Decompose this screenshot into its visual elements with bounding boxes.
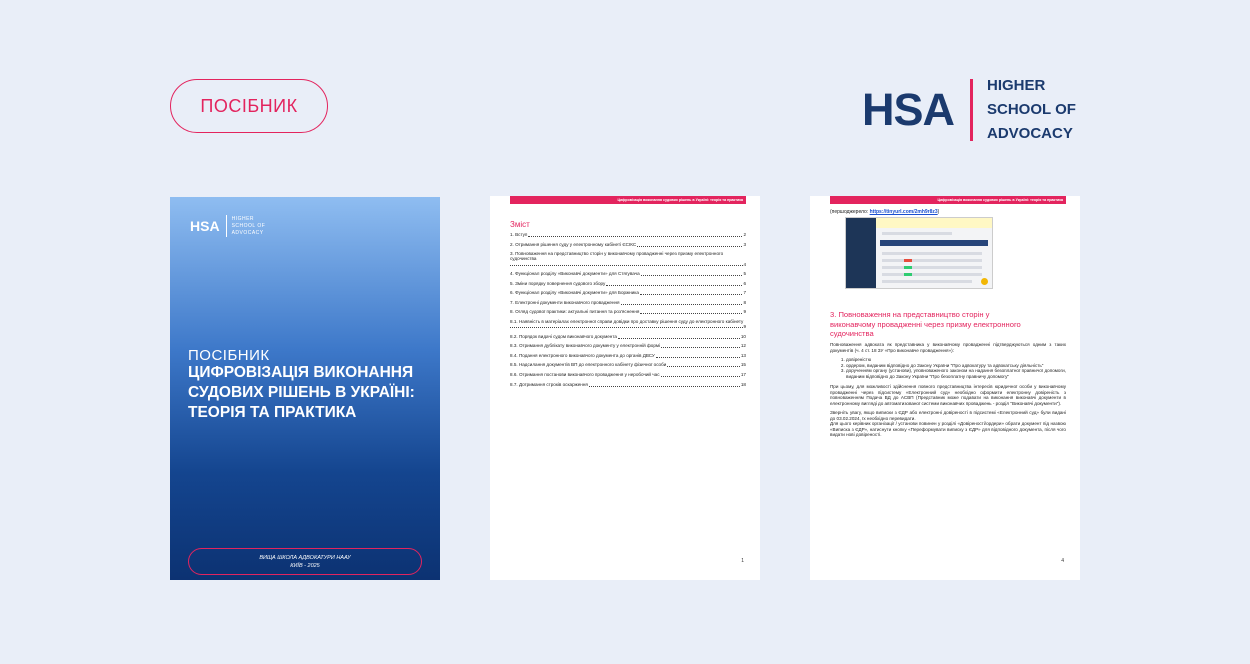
- toc-item-page: 8: [743, 299, 746, 305]
- paragraph: Зверніть увагу, якщо виписки з ЄДР або електронні довіреності в підсистемі «Електронний суд» були видані до 03.02.2024, їх необхідно перевидати.: [830, 410, 1066, 421]
- toc-dots: [589, 380, 740, 387]
- toc-item-page: 2: [743, 232, 746, 237]
- toc-dots: [528, 230, 742, 237]
- cover-footer: [188, 548, 422, 575]
- logo-line-2: SCHOOL OF: [987, 101, 1076, 118]
- toc-item-label: 8. Огляд судової практики: актуальні питання та роз'яснення: [510, 309, 640, 315]
- logo-text: [987, 74, 1076, 146]
- toc-item[interactable]: [510, 307, 746, 317]
- toc-dots: [641, 269, 743, 276]
- toc-item-label: 8.5. Надсилання документів ВП до електронного кабінету фізичної особи: [510, 362, 667, 368]
- toc-list: [510, 230, 746, 389]
- page-header: Цифровізація виконання судових рішень в Україні: теорія та практика: [510, 196, 746, 204]
- toc-item-page: 3: [743, 241, 746, 247]
- toc-item-page: 18: [740, 381, 746, 387]
- toc-dots: [606, 279, 742, 286]
- cover-logo-divider: [226, 215, 227, 237]
- toc-item-label: 8.3. Отримання дублікату виконавчого документу у електронній формі: [510, 343, 661, 349]
- toc-item[interactable]: [510, 370, 746, 380]
- cover-logo: [190, 215, 265, 237]
- toc-item[interactable]: [510, 360, 746, 370]
- manual-badge-label: ПОСІБНИК: [200, 95, 298, 116]
- cover-kind: ПОСІБНИК: [188, 347, 270, 364]
- toc-item-label: 8.4. Подання електронного виконавчого документа до органів ДВСУ: [510, 352, 655, 358]
- page-number: 4: [1061, 558, 1064, 564]
- toc-title: Зміст: [510, 220, 530, 229]
- toc-item-label: 8.7. Дотримання строків оскарження: [510, 381, 588, 387]
- section-title: 3. Повноваження на представництво сторін у виконавчому провадженні через призму електронного судочинства: [830, 310, 1021, 339]
- toc-item-page: 7: [743, 290, 746, 296]
- toc-item[interactable]: [510, 251, 746, 267]
- toc-item[interactable]: [510, 230, 746, 240]
- toc-item-page: 15: [740, 362, 746, 368]
- toc-item-page: 13: [740, 352, 746, 358]
- cover-logo-line-1: HIGHER: [231, 215, 255, 222]
- toc-item-label: 8.1. Наявність в матеріалах електронної справи довідки про доставку рішення суду до електронного кабінету: [510, 319, 744, 325]
- toc-item-label: 7. Електронні документи виконавчого провадження: [510, 299, 620, 305]
- toc-item-label: 8.6. Отримання постанови виконавчого провадження у неробочий час: [510, 372, 660, 378]
- toc-page: [490, 196, 760, 580]
- screenshot-status-tag: [904, 273, 912, 276]
- screenshot-status-tag: [904, 259, 912, 262]
- cover-logo-line-2: SCHOOL OF: [231, 222, 266, 229]
- intro-paragraph: Повноваження адвоката як представника у виконавчому провадженні підтверджуються одним з таких документів (ч. 4 ст. 18 ЗУ «Про виконавче провадження»):: [830, 342, 1066, 353]
- page-header: Цифровізація виконання судових рішень в Україні: теорія та практика: [830, 196, 1066, 204]
- logo-mark: HSA: [862, 84, 955, 135]
- toc-item[interactable]: [510, 240, 746, 250]
- source-prefix: (першоджерело:: [830, 209, 869, 215]
- toc-dots: [510, 262, 743, 266]
- cabinet-screenshot: [845, 217, 993, 289]
- screenshot-cursor-icon: [981, 278, 988, 285]
- manual-badge: [170, 79, 328, 133]
- toc-dots: [656, 351, 740, 358]
- toc-item-page: 17: [740, 372, 746, 378]
- toc-item-label: 2. Отримання рішення суду у електронному кабінеті ЄСІКС: [510, 241, 637, 247]
- toc-dots: [510, 324, 743, 328]
- screenshot-row: [882, 280, 972, 283]
- toc-item-label: 4. Функціонал розділу «Виконавчі документи» для Стягувача: [510, 271, 640, 277]
- toc-item[interactable]: [510, 341, 746, 351]
- screenshot-sidebar: [846, 218, 876, 288]
- toc-item-page: 5: [743, 271, 746, 277]
- logo-divider: [970, 79, 973, 141]
- page-number: 1: [741, 558, 744, 564]
- toc-item-page: 9: [743, 324, 746, 330]
- cover-logo-text: [232, 216, 266, 237]
- list-item: 3. дорученням органу (установи), уповноваженого законом на надання безоплатної правничої допомоги, виданим відповідно до Закону України "Про безоплатну правничу допомогу": [846, 368, 1066, 379]
- toc-dots: [640, 288, 743, 295]
- section-body: [830, 342, 1066, 442]
- toc-item-page: 12: [740, 343, 746, 349]
- list-item: 1. довіреністю: [846, 357, 1066, 363]
- toc-dots: [637, 240, 742, 247]
- toc-item-page: 6: [743, 280, 746, 286]
- toc-dots: [667, 360, 740, 367]
- toc-item-label: 5. Зміни порядку повернення судового збору: [510, 280, 606, 286]
- toc-item-label: 8.2. Порядок видачі судом виконавчого документа: [510, 333, 617, 339]
- toc-item[interactable]: [510, 279, 746, 289]
- toc-dots: [661, 370, 740, 377]
- toc-item-label: 1. Вступ: [510, 232, 528, 237]
- logo-line-1: HIGHER: [987, 77, 1046, 94]
- cover-title: ЦИФРОВІЗАЦІЯ ВИКОНАННЯ СУДОВИХ РІШЕНЬ В УКРАЇНІ: ТЕОРІЯ ТА ПРАКТИКА: [188, 364, 415, 421]
- toc-item-page: 10: [740, 333, 746, 339]
- screenshot-row: [882, 259, 982, 262]
- screenshot-status-tag: [904, 266, 912, 269]
- cover-page: [170, 197, 440, 580]
- toc-item[interactable]: [510, 319, 746, 330]
- paragraph: При цьому, для можливості здійснення повного представництва інтересів юридичної особи у виконавчому провадженні через підсистему «Електронний суд» необхідно оформити електронну довіреність з повноваженням Подача ВД до АСВП (Представник може подавати на виконання виконавчі документи в електронному вигляді до автоматизованої системи виконавчих проваджень - розділ "Виконавчі документи").: [830, 384, 1066, 406]
- source-line: [830, 209, 939, 215]
- toc-item[interactable]: [510, 269, 746, 279]
- screenshot-notice: [876, 218, 992, 228]
- toc-dots: [621, 298, 743, 305]
- toc-item-page: 4: [743, 261, 746, 267]
- toc-item[interactable]: [510, 288, 746, 298]
- list-item: 2. ордером, виданим відповідно до Закону України "Про адвокатуру та адвокатську діяльність": [846, 363, 1066, 369]
- toc-item[interactable]: [510, 380, 746, 390]
- cover-footer-line-2: КИЇВ - 2025: [290, 563, 320, 569]
- logo-line-3: ADVOCACY: [987, 125, 1073, 142]
- screenshot-row: [882, 252, 982, 255]
- source-link[interactable]: https://tinyurl.com/2mh9r8z3: [869, 209, 938, 215]
- screenshot-table-header: [880, 240, 988, 246]
- screenshot-row: [882, 232, 952, 235]
- toc-dots: [640, 307, 742, 314]
- toc-item-page: 9: [743, 309, 746, 315]
- toc-item[interactable]: [510, 298, 746, 308]
- hsa-logo: [862, 78, 1076, 142]
- source-suffix: ): [937, 209, 940, 215]
- cover-logo-line-3: ADVOCACY: [231, 229, 264, 236]
- content-page: [810, 196, 1080, 580]
- screenshot-row: [882, 266, 982, 269]
- toc-item-label: 6. Функціонал розділу «Виконавчі документи» для Боржника: [510, 290, 639, 296]
- toc-dots: [618, 332, 740, 339]
- cover-footer-line-1: ВИЩА ШКОЛА АДВОКАТУРИ НААУ: [259, 555, 351, 561]
- screenshot-row: [882, 273, 982, 276]
- toc-dots: [661, 341, 740, 348]
- toc-item-label: 3. Повноваження на представництво сторін у виконавчому провадженні через призму електронного судочинства: [510, 251, 724, 262]
- toc-item[interactable]: [510, 332, 746, 342]
- document-list: [830, 357, 1066, 379]
- paragraph: Для цього керівник організації / установи повинен у розділі «Довіреності/ордери» обрати документ під назвою «Виписка з ЄДР», натиснути кнопку «Переформувати виписку з ЄДР» для відповідного документа, після чого видати нові довіреності.: [830, 421, 1066, 437]
- toc-item[interactable]: [510, 351, 746, 361]
- cover-logo-mark: HSA: [190, 218, 220, 234]
